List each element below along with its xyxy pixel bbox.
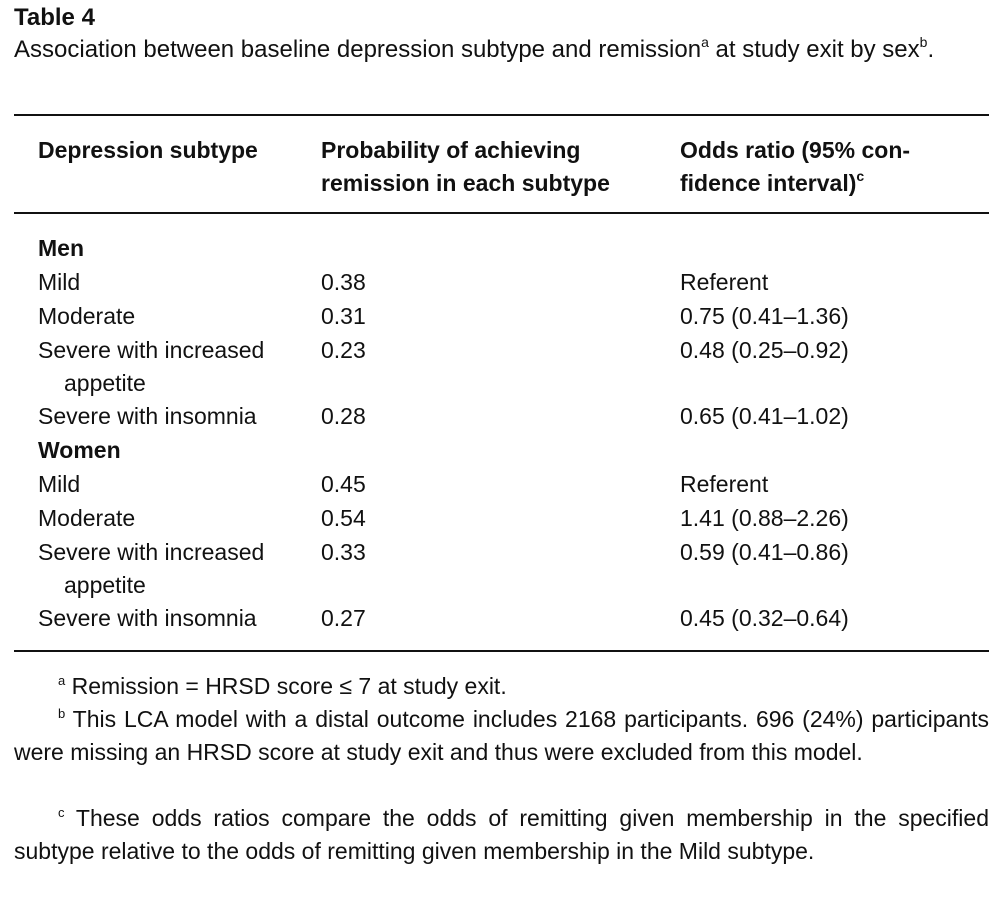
caption-main: Association between baseline depression subtype and remission <box>14 36 702 63</box>
men-row-3-probability: 0.23 <box>321 337 366 363</box>
header-probability-line2: remission in each subtype <box>321 170 610 196</box>
women-row-4-probability: 0.27 <box>321 605 366 631</box>
women-row-2-subtype: Moderate <box>38 505 136 531</box>
header-rule <box>14 212 989 214</box>
caption-mid: at study exit by sex <box>708 36 920 63</box>
women-row-3-probability: 0.33 <box>321 539 366 565</box>
men-row-1-probability: 0.38 <box>321 269 366 295</box>
footnote-c <box>14 802 989 868</box>
men-row-3-subtype-line1: Severe with increased <box>38 337 265 363</box>
men-row-2-odds-ratio: 0.75 (0.41–1.36) <box>680 303 849 329</box>
table-caption <box>14 34 989 66</box>
women-row-3-subtype-line1: Severe with increased <box>38 539 265 565</box>
women-row-2-probability: 0.54 <box>321 505 366 531</box>
group-label-women: Women <box>38 437 121 463</box>
table-label: Table 4 <box>14 4 95 31</box>
men-row-3-subtype <box>38 334 264 400</box>
header-odds-ratio-line1: Odds ratio (95% con- <box>680 137 911 163</box>
footnote-b <box>14 703 989 769</box>
women-row-1-subtype: Mild <box>38 471 81 497</box>
men-row-4-odds-ratio: 0.65 (0.41–1.02) <box>680 403 849 429</box>
women-row-4-odds-ratio: 0.45 (0.32–0.64) <box>680 605 849 631</box>
men-row-1-subtype: Mild <box>38 269 81 295</box>
top-rule <box>14 114 989 116</box>
men-row-3-subtype-line2: appetite <box>64 370 146 396</box>
header-odds-ratio-line2-text: fidence interval) <box>680 170 857 196</box>
footnote-b-mark: b <box>58 706 66 721</box>
caption-end: . <box>927 36 935 63</box>
header-odds-ratio-line2 <box>680 167 910 200</box>
header-depression-subtype: Depression subtype <box>38 137 258 163</box>
header-odds-ratio-sup: c <box>856 168 865 184</box>
men-row-4-subtype: Severe with insomnia <box>38 403 257 429</box>
women-row-3-odds-ratio: 0.59 (0.41–0.86) <box>680 539 849 565</box>
footnote-a-text: Remission = HRSD score ≤ 7 at study exit. <box>65 673 507 699</box>
men-row-1-odds-ratio: Referent <box>680 269 769 295</box>
men-row-4-probability: 0.28 <box>321 403 366 429</box>
caption-sup-b: b <box>919 34 928 50</box>
men-row-2-probability: 0.31 <box>321 303 366 329</box>
footnote-c-text: These odds ratios compare the odds of remitting given membership in the specified subtype relative to the odds of remitting given membership in the Mild subtype. <box>14 805 989 864</box>
men-row-2-subtype: Moderate <box>38 303 136 329</box>
women-row-3-subtype-line2: appetite <box>64 572 146 598</box>
footnote-c-mark: c <box>58 805 65 820</box>
header-probability <box>321 134 610 200</box>
caption-sup-a: a <box>701 34 709 50</box>
group-label-men: Men <box>38 235 84 261</box>
bottom-rule <box>14 650 989 652</box>
women-row-1-probability: 0.45 <box>321 471 366 497</box>
women-row-2-odds-ratio: 1.41 (0.88–2.26) <box>680 505 849 531</box>
footnote-b-text: This LCA model with a distal outcome includes 2168 participants. 696 (24%) participants were missing an HRSD score at study exit and thus were excluded from this model. <box>14 706 989 765</box>
women-row-4-subtype: Severe with insomnia <box>38 605 257 631</box>
header-odds-ratio <box>680 134 910 200</box>
men-row-3-odds-ratio: 0.48 (0.25–0.92) <box>680 337 849 363</box>
women-row-3-subtype <box>38 536 264 602</box>
footnote-a <box>14 670 989 703</box>
footnote-a-mark: a <box>58 673 66 688</box>
women-row-1-odds-ratio: Referent <box>680 471 769 497</box>
header-probability-line1: Probability of achieving <box>321 137 581 163</box>
